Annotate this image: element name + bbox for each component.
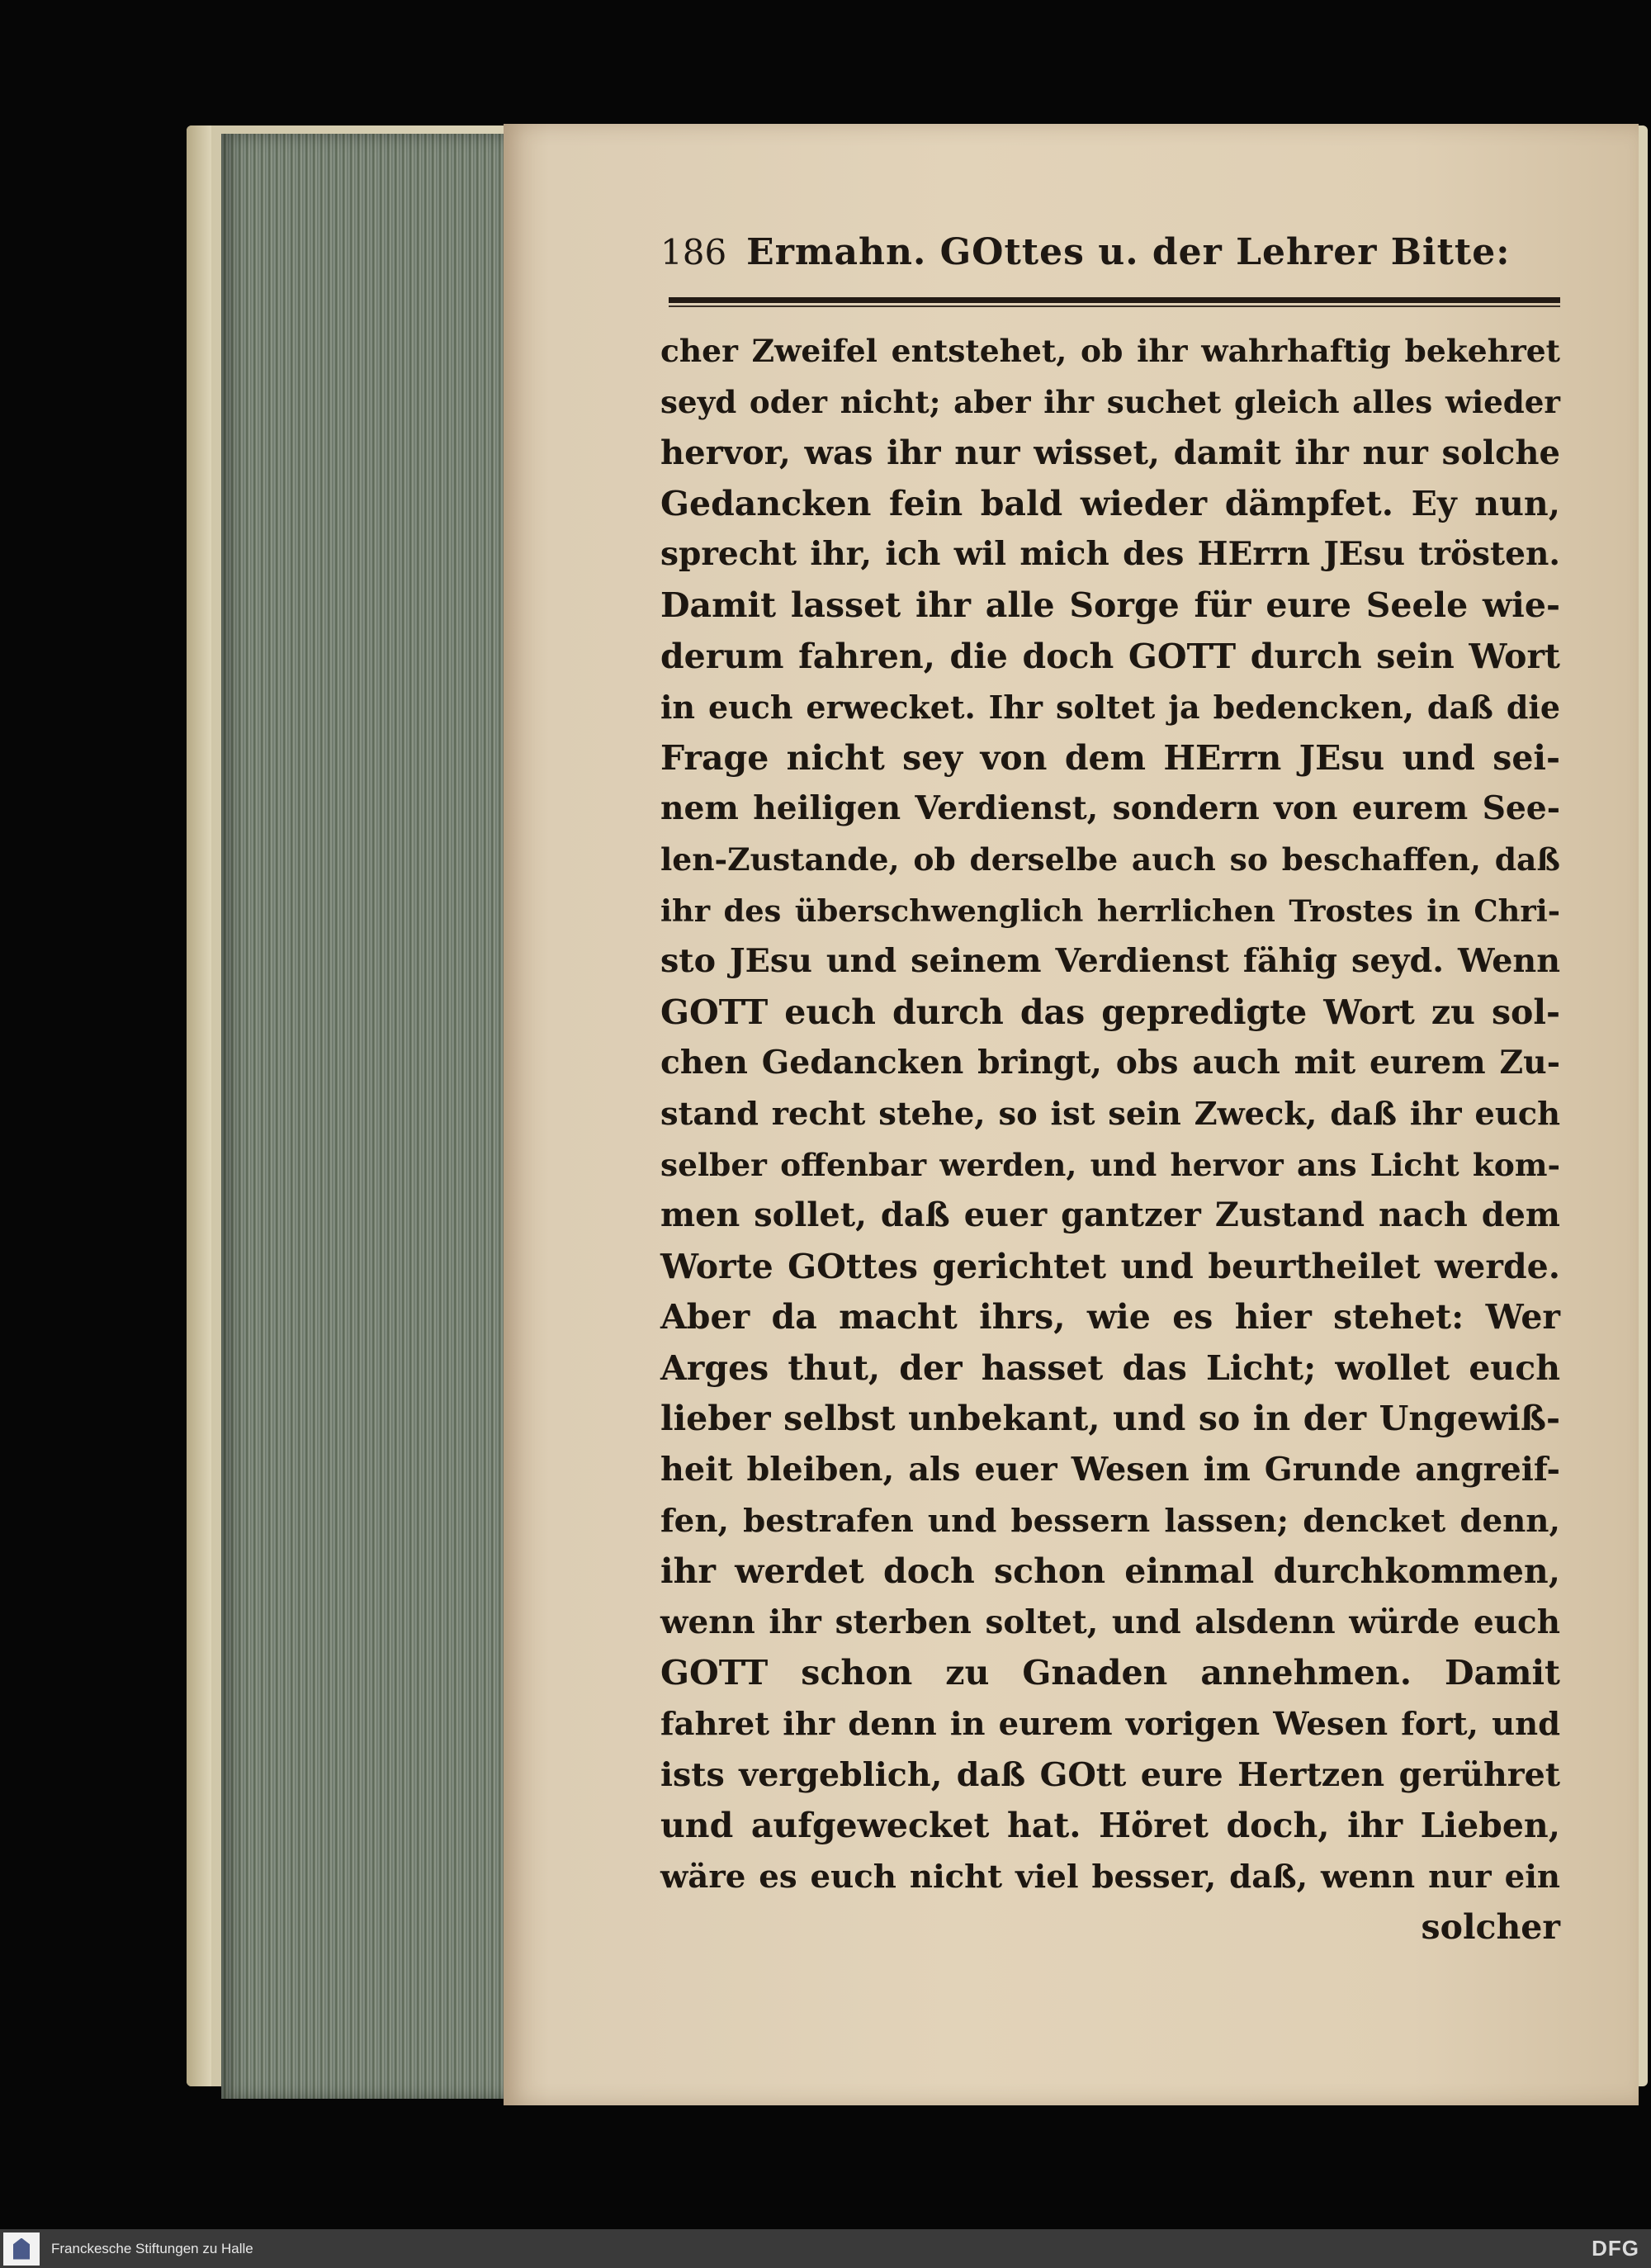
text-line: Aber da macht ihrs, wie es hier stehet: Wer [660,1297,1560,1338]
text-line: ihr werdet doch schon einmal durchkommen, [660,1551,1560,1592]
running-head: Ermahn. GOttes u. der Lehrer Bitte: [746,231,1511,273]
header-rule [669,297,1560,303]
text-line: Worte GOttes gerichtet und beurtheilet werde. [660,1246,1560,1286]
catchword: solcher [1421,1907,1560,1948]
page-block-edges [221,134,527,2099]
text-line: Frage nicht sey von dem HErrn JEsu und sei- [660,737,1560,778]
text-line: in euch erwecket. Ihr soltet ja bedencken, daß die [660,689,1560,727]
institution-name[interactable]: Franckesche Stiftungen zu Halle [51,2240,253,2256]
text-line: fahret ihr denn in eurem vorigen Wesen fort, und [660,1706,1560,1744]
book-page [504,124,1639,2105]
text-line: hervor, was ihr nur wisset, damit ihr nur solche [660,433,1560,473]
text-line: sprecht ihr, ich wil mich des HErrn JEsu trösten. [660,535,1560,574]
page-header [660,231,1560,273]
text-line: Arges thut, der hasset das Licht; wollet euch [660,1347,1560,1388]
viewer-footer [0,2229,1651,2268]
text-line: und aufgewecket hat. Höret doch, ihr Lieben, [660,1806,1560,1846]
text-line: nem heiligen Verdienst, sondern von eurem See- [660,789,1560,828]
text-line: wäre es euch nicht viel besser, daß, wenn nur ein [660,1858,1560,1896]
text-line: men sollet, daß euer gantzer Zustand nach dem [660,1196,1560,1235]
text-line: Gedancken fein bald wieder dämpfet. Ey nun, [660,483,1560,523]
page-number: 186 [660,232,727,272]
text-line: len-Zustande, ob derselbe auch so beschaffen, daß [660,840,1560,878]
text-line: wenn ihr sterben soltet, und alsdenn würde euch [660,1603,1560,1641]
text-line: ists vergeblich, daß GOtt eure Hertzen gerühret [660,1755,1560,1794]
text-line: selber offenbar werden, und hervor ans Licht kom- [660,1146,1560,1183]
text-line: ihr des überschwenglich herrlichen Trostes in Chri- [660,892,1560,929]
text-line: sto JEsu und seinem Verdienst fähig seyd. Wenn [660,942,1560,981]
institution-logo-icon[interactable] [3,2232,40,2266]
text-line: GOTT euch durch das gepredigte Wort zu sol- [660,992,1560,1032]
text-line: heit bleiben, als euer Wesen im Grunde angreif- [660,1451,1560,1489]
building-icon [13,2238,30,2260]
page-body-text [660,326,1560,1953]
text-line: GOTT schon zu Gnaden annehmen. Damit [660,1653,1560,1693]
text-line: stand recht stehe, so ist sein Zweck, daß ihr euch [660,1095,1560,1133]
text-line: fen, bestrafen und bessern lassen; dencket denn, [660,1502,1560,1540]
text-line: cher Zweifel entstehet, ob ihr wahrhaftig bekehret [660,333,1560,369]
dfg-logo[interactable]: DFG [1592,2236,1639,2261]
text-line: derum fahren, die doch GOTT durch sein Wort [660,636,1560,676]
text-line: Damit lasset ihr alle Sorge für eure Seele wie- [660,585,1560,625]
text-line: lieber selbst unbekant, und so in der Ungewiß- [660,1399,1560,1439]
text-line: chen Gedancken bringt, obs auch mit eurem Zu- [660,1044,1560,1082]
text-line: seyd oder nicht; aber ihr suchet gleich alles wieder [660,383,1560,420]
